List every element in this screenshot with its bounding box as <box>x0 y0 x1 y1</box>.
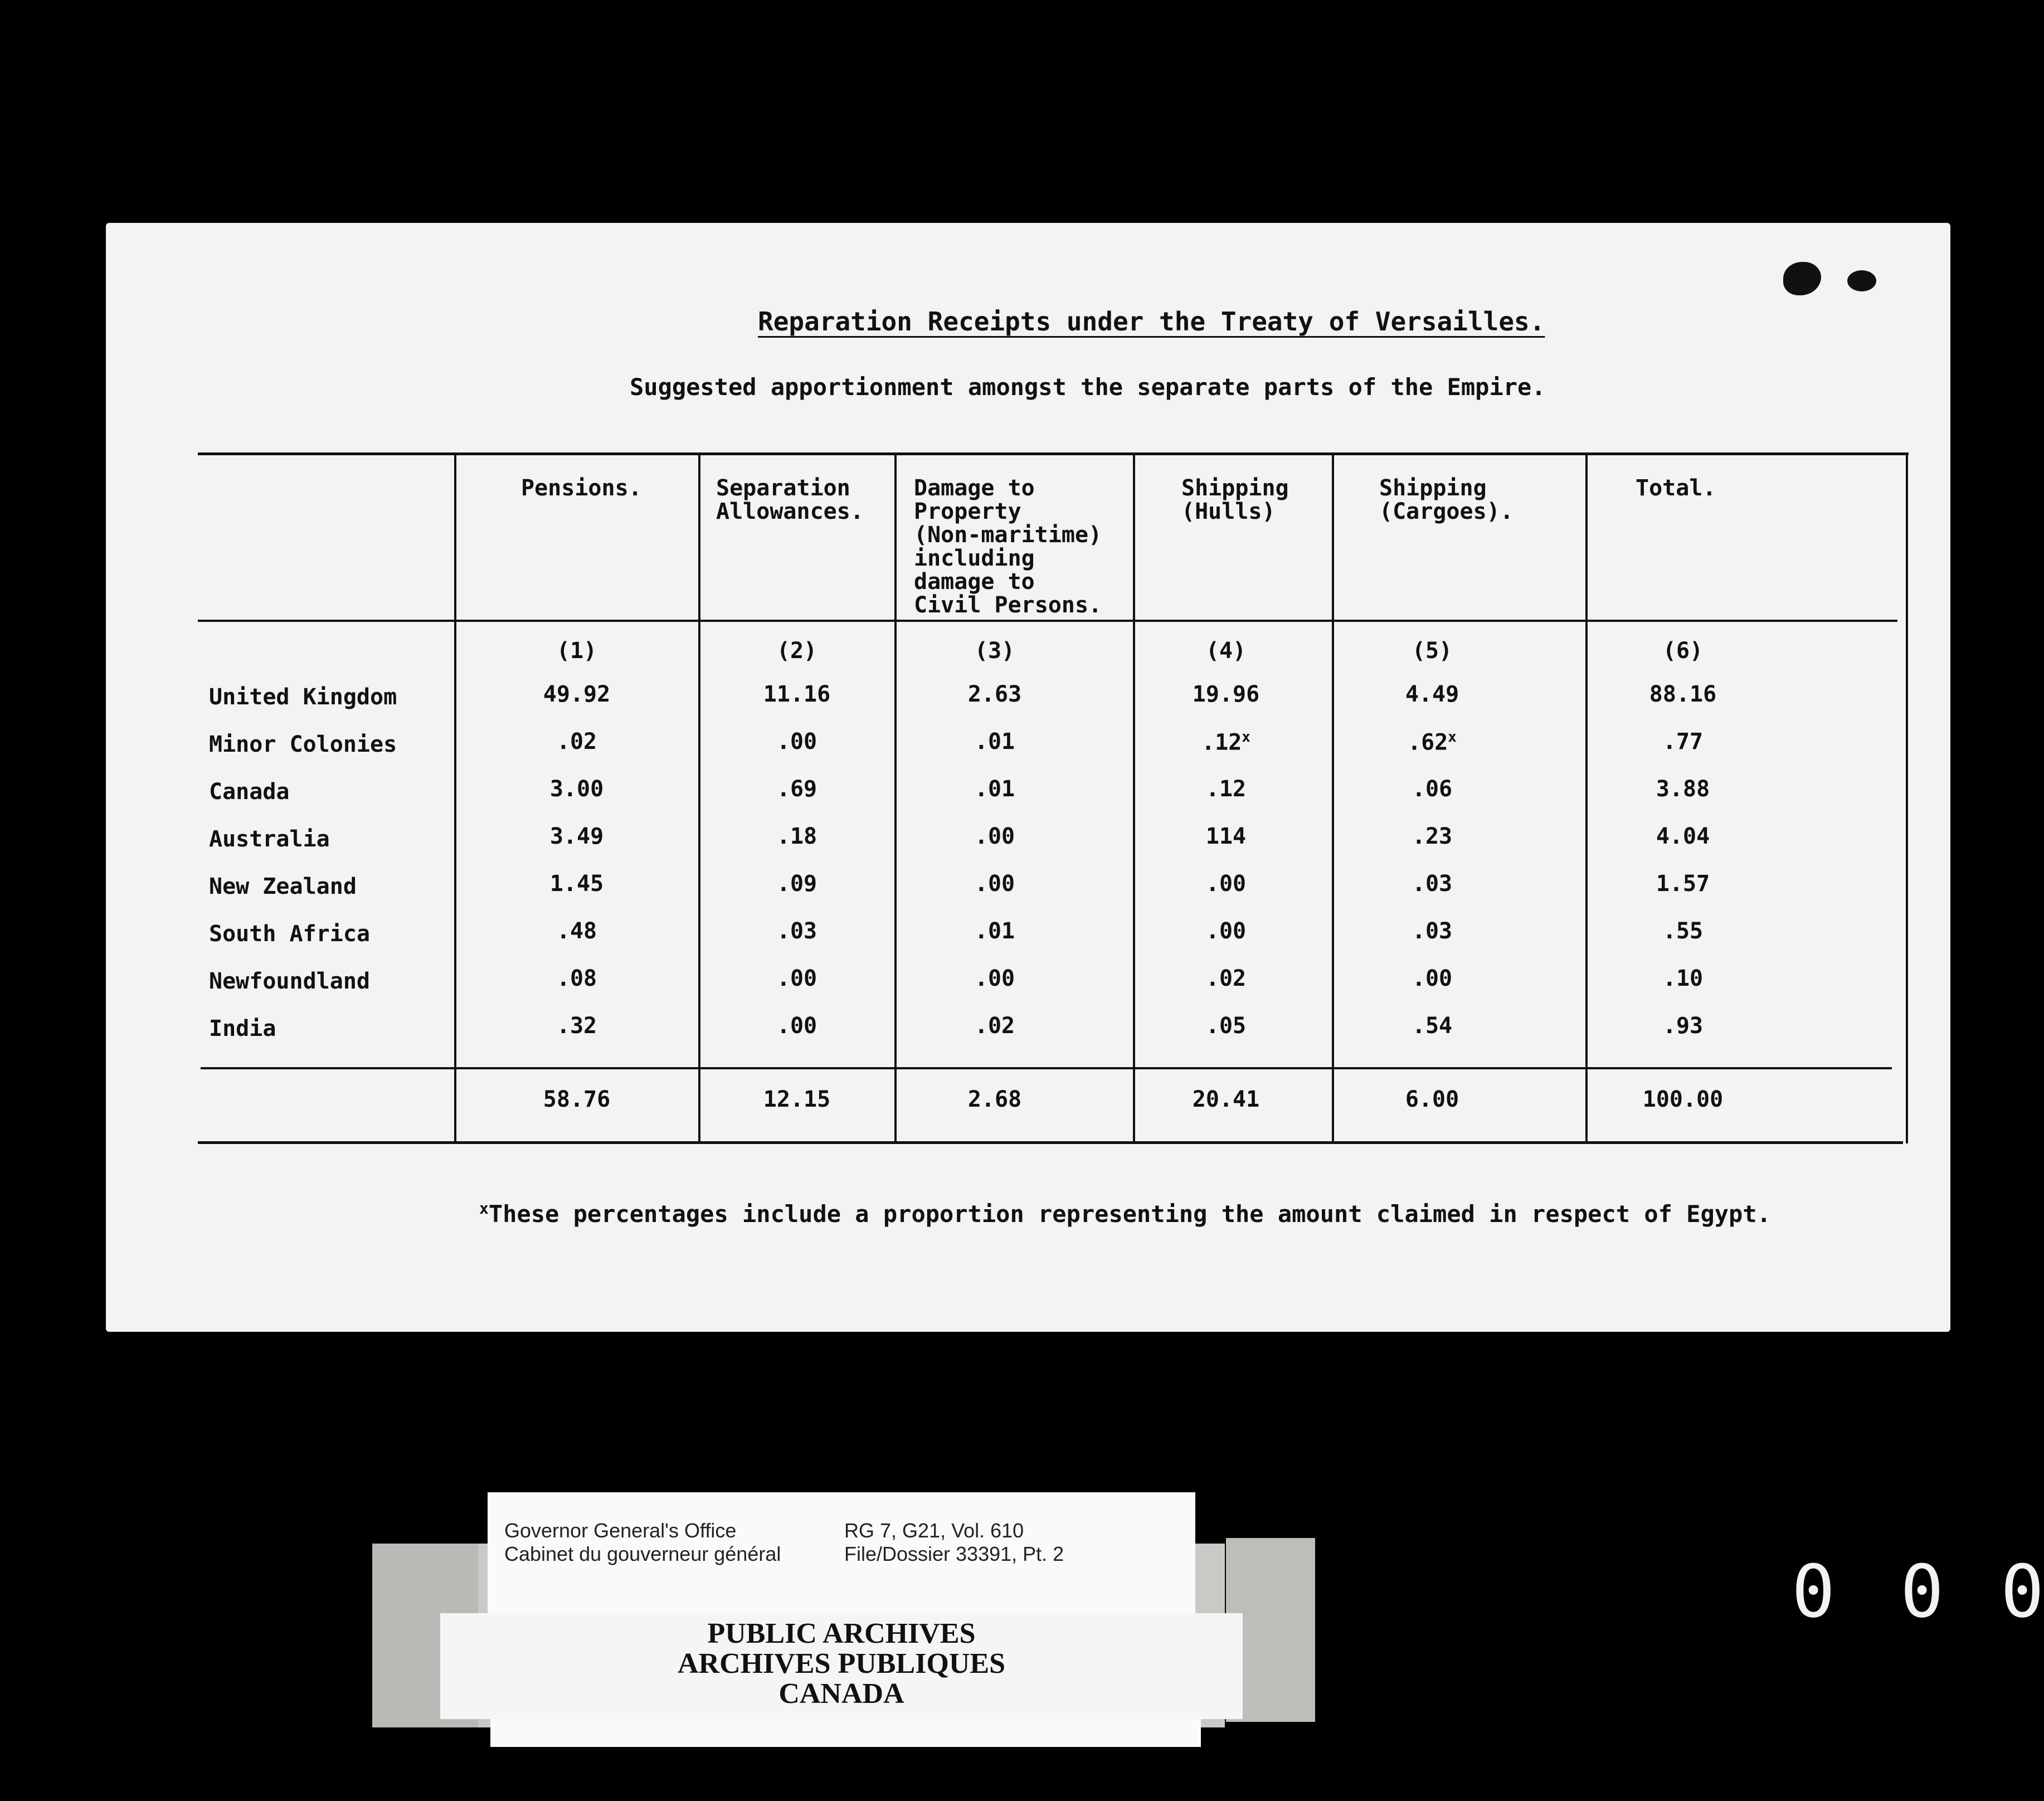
table-cell <box>730 1013 864 1039</box>
archive-stamp <box>440 1613 1243 1719</box>
table-cell <box>1365 966 1499 991</box>
col-divider-1 <box>454 452 456 1143</box>
table-cell <box>1616 824 1750 849</box>
table-cell <box>730 871 864 897</box>
cell-value: .00 <box>776 1013 817 1039</box>
col-divider-2 <box>698 452 700 1143</box>
cell-value: .03 <box>1412 871 1453 897</box>
cell-value: 1.57 <box>1656 871 1710 897</box>
record-group-reference: RG 7, G21, Vol. 610 <box>844 1519 1024 1542</box>
table-cell <box>928 729 1062 755</box>
table-cell <box>730 966 864 991</box>
table-cell <box>1365 824 1499 849</box>
cell-value: .00 <box>776 966 817 991</box>
cell-value: 88.16 <box>1649 682 1717 707</box>
column-number: (5) <box>1412 638 1453 664</box>
table-cell <box>730 824 864 849</box>
table-cell <box>1159 871 1293 897</box>
cell-value: 11.16 <box>763 682 831 707</box>
cell-value: 49.92 <box>543 682 611 707</box>
cell-value: .48 <box>556 918 597 944</box>
superscript-mark: x <box>1242 729 1250 746</box>
frame-counter-digit: 0 <box>2001 1549 2044 1634</box>
cell-value: 3.49 <box>549 824 604 849</box>
frame-counter-digit: 0 <box>1792 1549 1836 1634</box>
column-number: (4) <box>1205 638 1247 664</box>
cell-value: .55 <box>1662 918 1704 944</box>
total-hulls: 20.41 <box>1192 1087 1260 1112</box>
table-cell <box>928 824 1062 849</box>
header-total: Total. <box>1636 475 1716 501</box>
table-cell <box>1365 1013 1499 1039</box>
table-cell <box>1365 729 1499 755</box>
table-cell <box>928 1013 1062 1039</box>
cell-value: .02 <box>1205 966 1247 991</box>
cell-value: 114 <box>1205 824 1247 849</box>
office-french: Cabinet du gouverneur général <box>504 1542 781 1565</box>
header-shipping-cargoes: Shipping (Cargoes). <box>1379 475 1513 524</box>
cell-value: 4.49 <box>1405 682 1459 707</box>
table-cell <box>1159 776 1293 802</box>
table-cell <box>928 966 1062 991</box>
cell-value: .23 <box>1412 824 1453 849</box>
table-cell <box>730 682 864 707</box>
row-label: United Kingdom <box>209 684 397 710</box>
column-number: (1) <box>556 638 597 664</box>
cell-value: .01 <box>974 776 1015 802</box>
footnote <box>479 1199 1771 1228</box>
total-damage: 2.68 <box>967 1087 1022 1112</box>
row-label: Canada <box>209 779 290 805</box>
table-bottom-rule <box>198 1141 1903 1144</box>
table-cell <box>1616 682 1750 707</box>
cell-value: .00 <box>1205 918 1247 944</box>
superscript-mark: x <box>1448 729 1457 746</box>
archive-reference-card <box>488 1492 1195 1620</box>
grand-total: 100.00 <box>1642 1087 1724 1112</box>
column-number: (2) <box>776 638 817 664</box>
cell-value: .03 <box>776 918 817 944</box>
cell-value: 19.96 <box>1192 682 1260 707</box>
cell-value: .18 <box>776 824 817 849</box>
file-reference: File/Dossier 33391, Pt. 2 <box>844 1542 1064 1565</box>
table-cell <box>1159 1013 1293 1039</box>
table-cell <box>510 871 644 897</box>
document-subtitle: Suggested apportionment amongst the separate parts of the Empire. <box>630 373 1546 401</box>
cell-value: .54 <box>1412 1013 1453 1039</box>
office-english: Governor General's Office <box>504 1519 737 1542</box>
header-pensions: Pensions. <box>521 475 642 501</box>
table-cell <box>1616 776 1750 802</box>
cell-value: .00 <box>776 729 817 755</box>
document-title: Reparation Receipts under the Treaty of Versailles. <box>758 306 1545 337</box>
ink-stain-small <box>1847 270 1876 291</box>
table-cell <box>928 682 1062 707</box>
row-label: New Zealand <box>209 874 357 899</box>
table-cell <box>510 682 644 707</box>
row-label: Australia <box>209 826 330 852</box>
table-cell <box>730 729 864 755</box>
archive-label-strip <box>490 1719 1201 1747</box>
table-cell <box>1616 729 1750 755</box>
table-cell <box>1159 824 1293 849</box>
cell-value: 3.88 <box>1656 776 1710 802</box>
cell-value: .00 <box>1205 871 1247 897</box>
col-divider-4 <box>1133 452 1135 1143</box>
table-cell <box>1365 682 1499 707</box>
table-cell <box>1616 1013 1750 1039</box>
cell-value: .77 <box>1662 729 1704 755</box>
cell-value: .00 <box>974 824 1015 849</box>
cell-value: .12 <box>1201 729 1242 756</box>
table-cell <box>928 918 1062 944</box>
stamp-line-3: CANADA <box>778 1678 904 1710</box>
cell-value: .00 <box>974 871 1015 897</box>
table-cell <box>510 824 644 849</box>
table-cell <box>510 918 644 944</box>
cell-value: .01 <box>974 729 1015 755</box>
table-cell <box>510 776 644 802</box>
table-cell <box>1159 682 1293 707</box>
cell-value: .06 <box>1412 776 1453 802</box>
row-label: South Africa <box>209 921 370 947</box>
table-cell <box>1159 918 1293 944</box>
col-divider-7 <box>1906 452 1908 1143</box>
cell-value: .05 <box>1205 1013 1247 1039</box>
cell-value: 2.63 <box>967 682 1022 707</box>
table-cell <box>928 871 1062 897</box>
cell-value: .12 <box>1205 776 1247 802</box>
cell-value: .32 <box>556 1013 597 1039</box>
header-separation-allowances: Separation Allowances. <box>716 475 864 524</box>
stamp-line-2: ARCHIVES PUBLIQUES <box>677 1648 1006 1680</box>
cell-value: 1.45 <box>549 871 604 897</box>
cell-value: .02 <box>974 1013 1015 1039</box>
table-cell <box>1365 776 1499 802</box>
cell-value: .03 <box>1412 918 1453 944</box>
column-number: (6) <box>1662 638 1704 664</box>
footnote-mark: x <box>479 1199 489 1218</box>
total-cargoes: 6.00 <box>1405 1087 1459 1112</box>
row-label: India <box>209 1016 276 1041</box>
table-cell <box>1616 966 1750 991</box>
total-pensions: 58.76 <box>543 1087 611 1112</box>
table-cell <box>730 776 864 802</box>
table-cell <box>928 776 1062 802</box>
col-divider-5 <box>1332 452 1334 1143</box>
table-cell <box>510 966 644 991</box>
table-cell <box>510 729 644 755</box>
stamp-line-1: PUBLIC ARCHIVES <box>707 1618 976 1649</box>
row-label: Minor Colonies <box>209 732 397 757</box>
header-damage-to-property: Damage to Property (Non-maritime) including damage to Civil Persons. <box>914 475 1102 618</box>
table-cell <box>730 918 864 944</box>
cell-value: 4.04 <box>1656 824 1710 849</box>
row-label: Newfoundland <box>209 968 370 994</box>
column-number: (3) <box>974 638 1015 664</box>
col-divider-6 <box>1585 452 1588 1143</box>
table-cell <box>510 1013 644 1039</box>
cell-value: .00 <box>974 966 1015 991</box>
total-separation: 12.15 <box>763 1087 831 1112</box>
footnote-text: These percentages include a proportion representing the amount claimed in respect of Egypt. <box>488 1200 1771 1228</box>
cell-value: 3.00 <box>549 776 604 802</box>
cell-value: .09 <box>776 871 817 897</box>
cell-value: .93 <box>1662 1013 1704 1039</box>
cell-value: .10 <box>1662 966 1704 991</box>
table-cell <box>1159 729 1293 755</box>
document-page <box>106 223 1950 1332</box>
table-cell <box>1365 918 1499 944</box>
header-shipping-hulls: Shipping (Hulls) <box>1181 475 1289 524</box>
table-cell <box>1616 918 1750 944</box>
cell-value: .69 <box>776 776 817 802</box>
ink-stain <box>1783 262 1821 295</box>
table-header-rule <box>198 620 1897 622</box>
cell-value: .08 <box>556 966 597 991</box>
table-cell <box>1365 871 1499 897</box>
frame-counter-digit: 0 <box>1900 1549 1944 1634</box>
cell-value: .02 <box>556 729 597 755</box>
table-cell <box>1159 966 1293 991</box>
cell-value: .00 <box>1412 966 1453 991</box>
cell-value: .62 <box>1408 729 1448 756</box>
col-divider-3 <box>894 452 897 1143</box>
table-cell <box>1616 871 1750 897</box>
cell-value: .01 <box>974 918 1015 944</box>
